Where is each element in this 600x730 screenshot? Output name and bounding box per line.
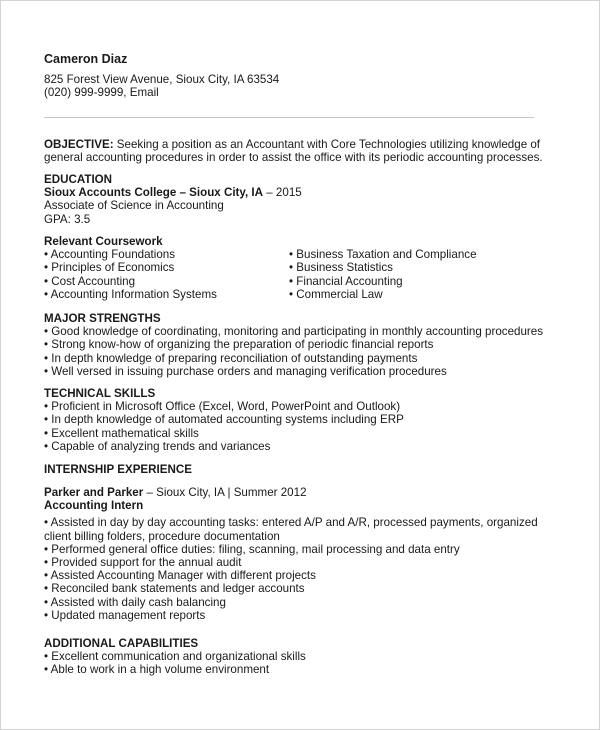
list-item: • Updated management reports <box>44 608 206 622</box>
address: 825 Forest View Avenue, Sioux City, IA 63534 <box>44 73 280 86</box>
phone-email: (020) 999-9999, Email <box>44 86 159 100</box>
list-item: • Proficient in Microsoft Office (Excel, Word, PowerPoint and Outlook) <box>44 400 401 414</box>
list-item: • Accounting Information Systems <box>44 287 217 301</box>
list-item: • Business Taxation and Compliance <box>289 248 477 262</box>
internship-heading: INTERNSHIP EXPERIENCE <box>44 463 192 476</box>
list-item: • Assisted in day by day accounting tasks: entered A/P and A/R, processed payments, organized client billing folders, procedure documentation <box>44 516 538 543</box>
education-heading: EDUCATION <box>44 173 113 186</box>
employer-location-date: – Sioux City, IA | Summer 2012 <box>143 486 307 499</box>
strengths-heading: MAJOR STRENGTHS <box>44 312 161 325</box>
list-item: • Assisted with daily cash balancing <box>44 595 226 609</box>
internship-section <box>44 486 559 622</box>
strengths-section <box>44 312 559 378</box>
employer-line <box>44 486 559 499</box>
list-item: • Able to work in a high volume environment <box>44 663 270 677</box>
list-item: • Well versed in issuing purchase orders and managing verification procedures <box>44 364 447 378</box>
school-name: Sioux Accounts College – Sioux City, IA <box>44 186 264 200</box>
objective-label: OBJECTIVE: <box>44 138 114 151</box>
candidate-name: Cameron Diaz <box>44 52 128 66</box>
coursework-left-column <box>44 248 289 301</box>
contact-info <box>44 73 559 99</box>
list-item: • Strong know-how of organizing the preparation of periodic financial reports <box>44 338 434 352</box>
list-item: • Business Statistics <box>289 261 393 275</box>
objective-text: Seeking a position as an Accountant with Core Technologies utilizing knowledge of general accounting procedures in order to assist the office with its periodic accounting processes. <box>44 138 543 165</box>
job-title: Accounting Intern <box>44 499 144 513</box>
employer-name: Parker and Parker <box>44 486 144 499</box>
objective-section <box>44 138 559 164</box>
education-section <box>44 173 559 226</box>
list-item: • Performed general office duties: filing, scanning, mail processing and data entry <box>44 542 460 556</box>
list-item: • In depth knowledge of preparing reconciliation of outstanding payments <box>44 351 418 365</box>
list-item: • Financial Accounting <box>289 274 403 288</box>
education-school-line <box>44 186 559 199</box>
list-item: • Accounting Foundations <box>44 248 176 262</box>
list-item: • Reconciled bank statements and ledger accounts <box>44 582 305 596</box>
coursework-right-column <box>289 248 534 301</box>
coursework-columns <box>44 248 559 301</box>
additional-heading: ADDITIONAL CAPABILITIES <box>44 637 199 650</box>
list-item: • Cost Accounting <box>44 274 136 288</box>
list-item: • Excellent mathematical skills <box>44 426 199 440</box>
coursework-heading: Relevant Coursework <box>44 235 163 248</box>
additional-section <box>44 637 559 677</box>
list-item: • Good knowledge of coordinating, monitoring and participating in monthly accounting procedures <box>44 325 544 339</box>
list-item: • Principles of Economics <box>44 261 175 275</box>
technical-heading: TECHNICAL SKILLS <box>44 387 156 400</box>
technical-skills-section <box>44 387 559 453</box>
list-item: • Commercial Law <box>289 287 383 301</box>
degree: Associate of Science in Accounting <box>44 199 224 213</box>
list-item: • In depth knowledge of automated accounting systems including ERP <box>44 413 404 427</box>
coursework-section <box>44 235 559 301</box>
list-item: • Provided support for the annual audit <box>44 556 242 570</box>
graduation-year: – 2015 <box>263 186 302 200</box>
header-divider <box>44 117 534 118</box>
gpa: GPA: 3.5 <box>44 212 91 226</box>
list-item: • Excellent communication and organizational skills <box>44 650 306 664</box>
list-item: • Assisted Accounting Manager with different projects <box>44 569 316 583</box>
list-item: • Capable of analyzing trends and variances <box>44 439 271 453</box>
